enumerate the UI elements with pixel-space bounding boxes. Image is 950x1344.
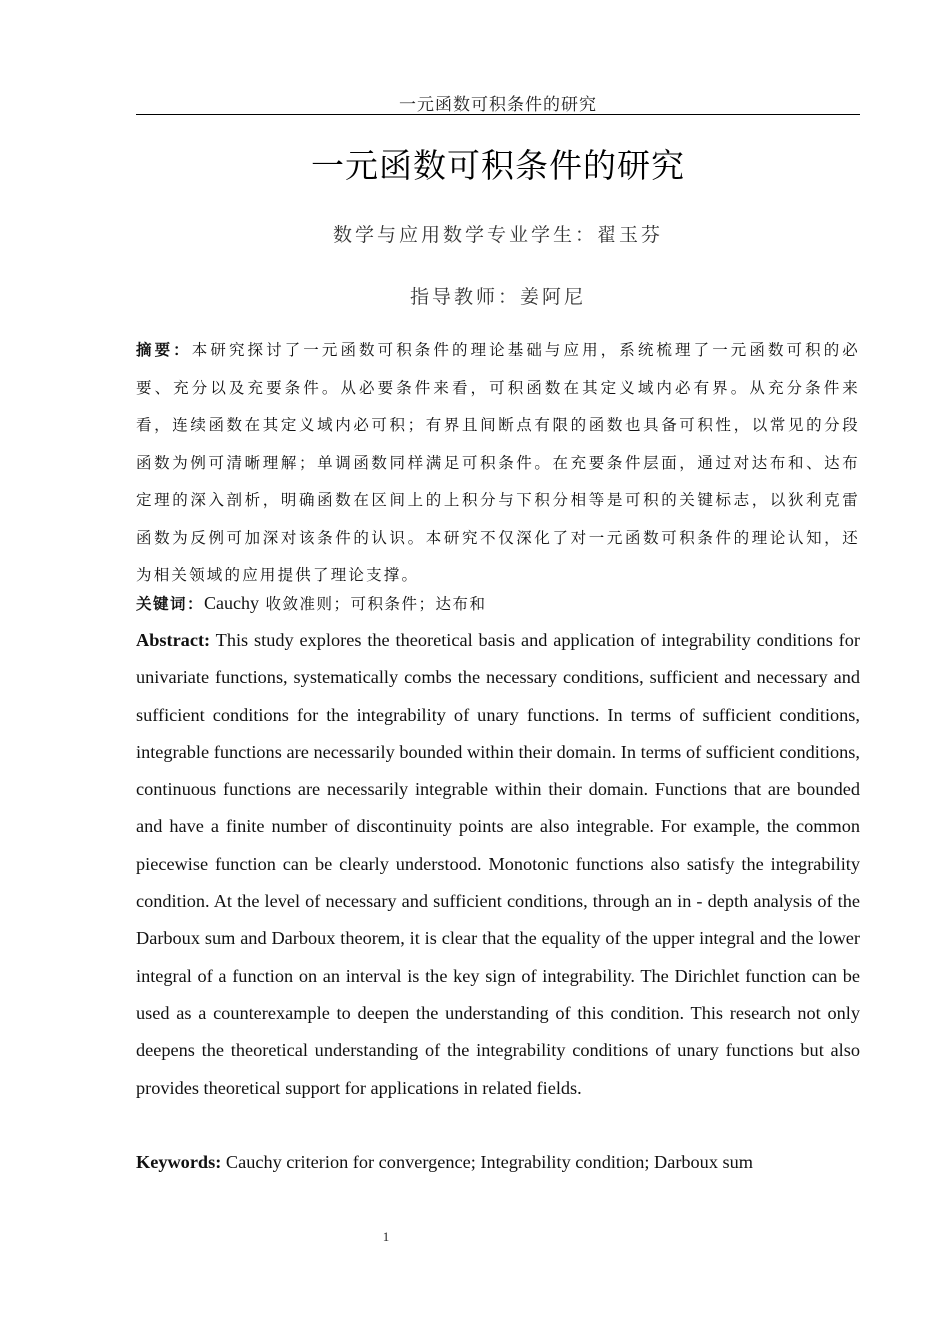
english-abstract-label: Abstract: bbox=[136, 630, 211, 650]
english-keywords-text: Cauchy criterion for convergence; Integrability condition; Darboux sum bbox=[225, 1152, 754, 1172]
chinese-keywords bbox=[136, 589, 860, 618]
english-keywords bbox=[136, 1149, 860, 1175]
author-line: 数学与应用数学专业学生：翟玉芬 bbox=[332, 224, 663, 246]
english-keywords-label: Keywords: bbox=[136, 1152, 222, 1172]
chinese-abstract-text: 本研究探讨了一元函数可积条件的理论基础与应用，系统梳理了一元函数可积的必要、充分以及充要条件。从必要条件来看，可积函数在其定义域内必有界。从充分条件来看，连续函数在其定义域内必可积；有界且间断点有限的函数也具备可积性，以常见的分段函数为例可清晰理解；单调函数同样满足可积条件。在充要条件层面，通过对达布和、达布定理的深入剖析，明确函数在区间上的上积分与下积分相等是可积的关键标志，以狄利克雷函数为反例可加深对该条件的认识。本研究不仅深化了对一元函数可积条件的理论认知，还为相关领域的应用提供了理论支撑。 bbox=[136, 341, 860, 584]
chinese-abstract-label: 摘要： bbox=[136, 340, 192, 359]
paper-title: 一元函数可积条件的研究 bbox=[311, 146, 685, 185]
chinese-keywords-cauchy: Cauchy bbox=[204, 593, 259, 613]
chinese-keywords-text: 收敛准则；可积条件；达布和 bbox=[265, 595, 487, 613]
advisor-line: 指导教师：姜阿尼 bbox=[409, 286, 586, 308]
english-abstract bbox=[136, 622, 860, 1107]
page-number: 1 bbox=[382, 1229, 390, 1244]
chinese-keywords-label: 关键词： bbox=[136, 594, 205, 613]
header-rule bbox=[136, 114, 860, 115]
running-header: 一元函数可积条件的研究 bbox=[399, 95, 597, 115]
chinese-abstract bbox=[136, 331, 860, 595]
english-abstract-text: This study explores the theoretical basis and application of integrability conditions for univariate functions, systematically combs the necessary conditions, sufficient and necessary and sufficient conditions for the integrability of unary functions. In terms of sufficient conditions, integrable functions are necessarily bounded within their domain. In terms of sufficient conditions, continuous functions are necessarily integrable within their domain. Functions that are bounded and have a finite number of discontinuity points are also integrable. For example, the common piecewise function can be clearly understood. Monotonic functions also satisfy the integrability condition. At the level of necessary and sufficient conditions, through an in - depth analysis of the Darboux sum and Darboux theorem, it is clear that the equality of the upper integral and the lower integral of a function on an interval is the key sign of integrability. The Dirichlet function can be used as a counterexample to deepen the understanding of this condition. This research not only deepens the theoretical understanding of the integrability conditions of unary functions but also provides theoretical support for applications in related fields. bbox=[136, 630, 860, 1098]
